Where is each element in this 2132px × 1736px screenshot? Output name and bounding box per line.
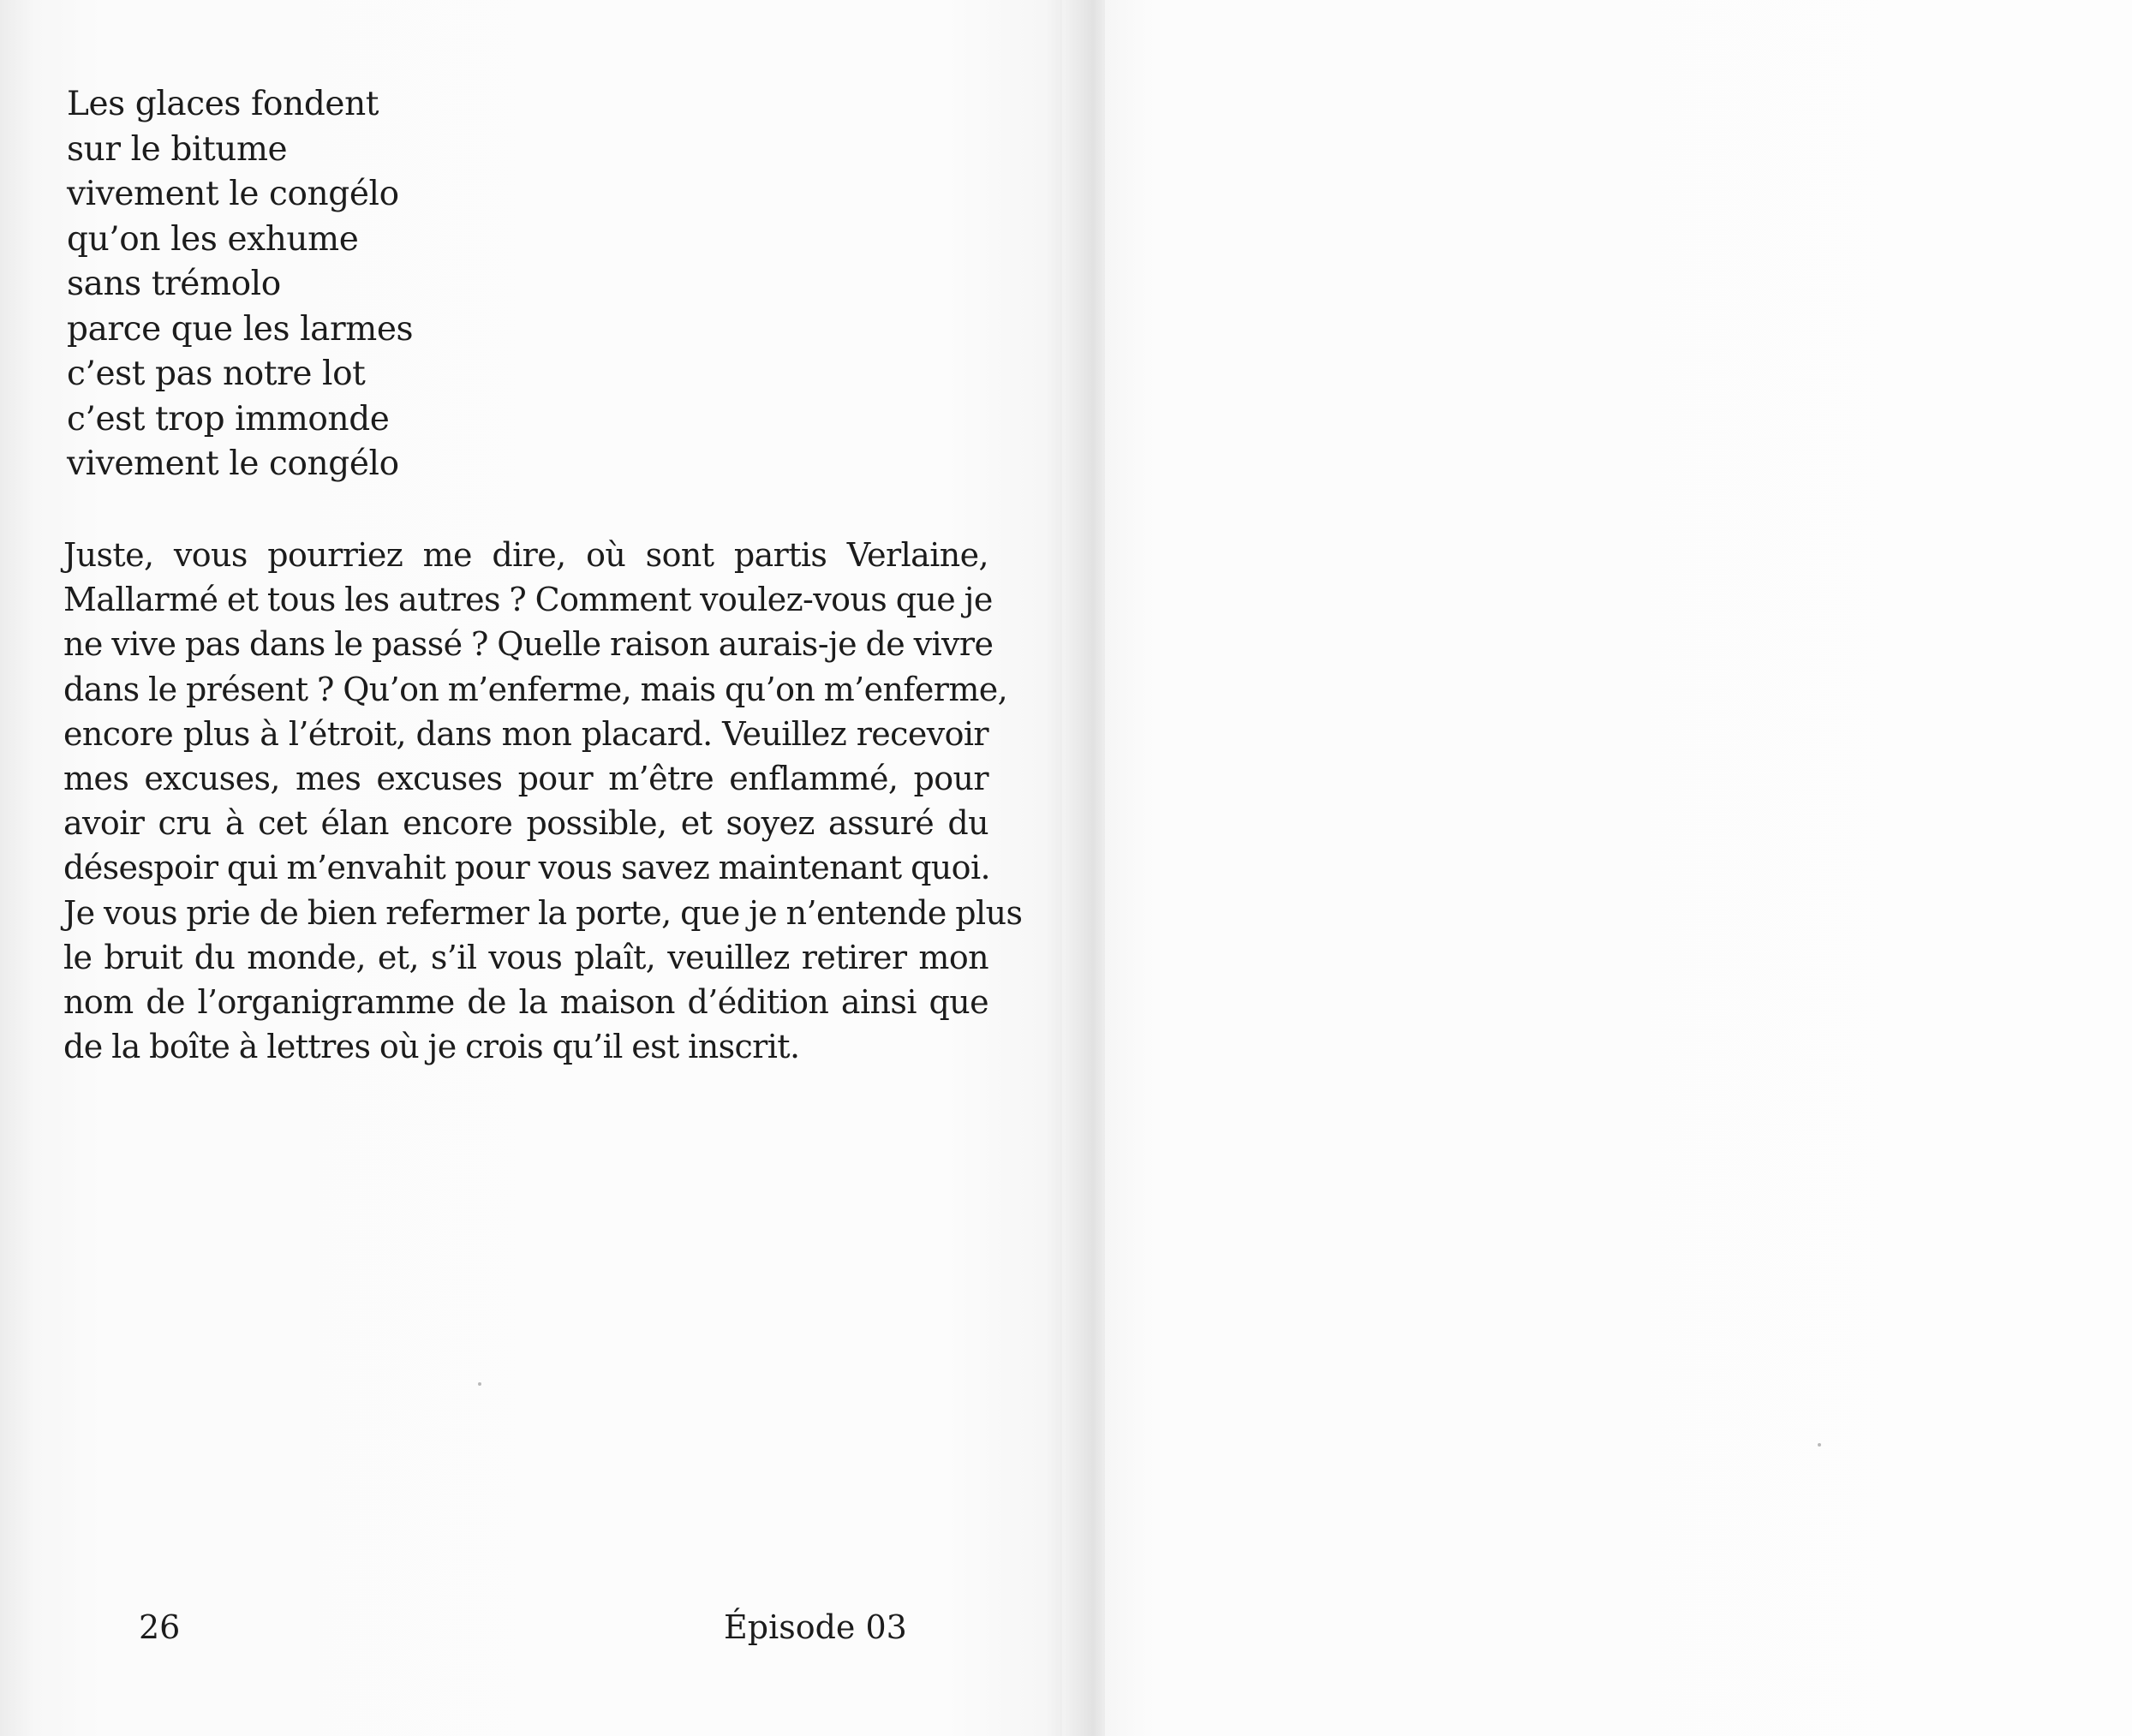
poem-line: vivement le congélo [67,175,399,213]
poem-stanza [67,82,413,487]
prose-line: Je vous prie de bien refermer la porte, que je n’entende plus [63,893,1023,932]
poem-line: vivement le congélo [67,444,399,483]
paper-speck [478,1382,481,1386]
prose-line: ne vive pas dans le passé ? Quelle raison aurais-je de vivre [63,625,994,664]
prose-line: dans le présent ? Qu’on m’enferme, mais qu’on m’enferme, [63,670,1008,708]
prose-line: Juste, vous pourriez me dire, où sont partis Verlaine, [63,536,988,574]
prose-line: mes excuses, mes excuses pour m’être enflammé, pour [63,760,988,798]
paper-speck [1818,1443,1821,1447]
running-head: Épisode 03 [724,1608,907,1646]
poem-line: sans trémolo [67,265,281,303]
poem-line: sur le bitume [67,129,288,169]
prose-line: nom de l’organigramme de la maison d’édition ainsi que [63,983,988,1022]
prose-line: le bruit du monde, et, s’il vous plaît, veuillez retirer mon [63,938,988,976]
prose-line: avoir cru à cet élan encore possible, et soyez assuré du [63,804,988,843]
poem-line: c’est trop immonde [67,399,390,438]
prose-line: Mallarmé et tous les autres ? Comment voulez-vous que je [63,581,993,619]
poem-line: c’est pas notre lot [67,355,366,393]
poem-line: parce que les larmes [67,309,414,349]
poem-line: qu’on les exhume [67,219,359,259]
page-number: 26 [139,1608,181,1646]
poem-line: Les glaces fondent [67,85,379,123]
prose-line: encore plus à l’étroit, dans mon placard. Veuillez recevoir [63,714,988,753]
right-page [1105,0,2132,1736]
prose-paragraph [63,533,1023,1069]
prose-line: de la boîte à lettres où je crois qu’il est inscrit. [63,1028,800,1066]
prose-line: désespoir qui m’envahit pour vous savez maintenant quoi. [63,849,990,887]
